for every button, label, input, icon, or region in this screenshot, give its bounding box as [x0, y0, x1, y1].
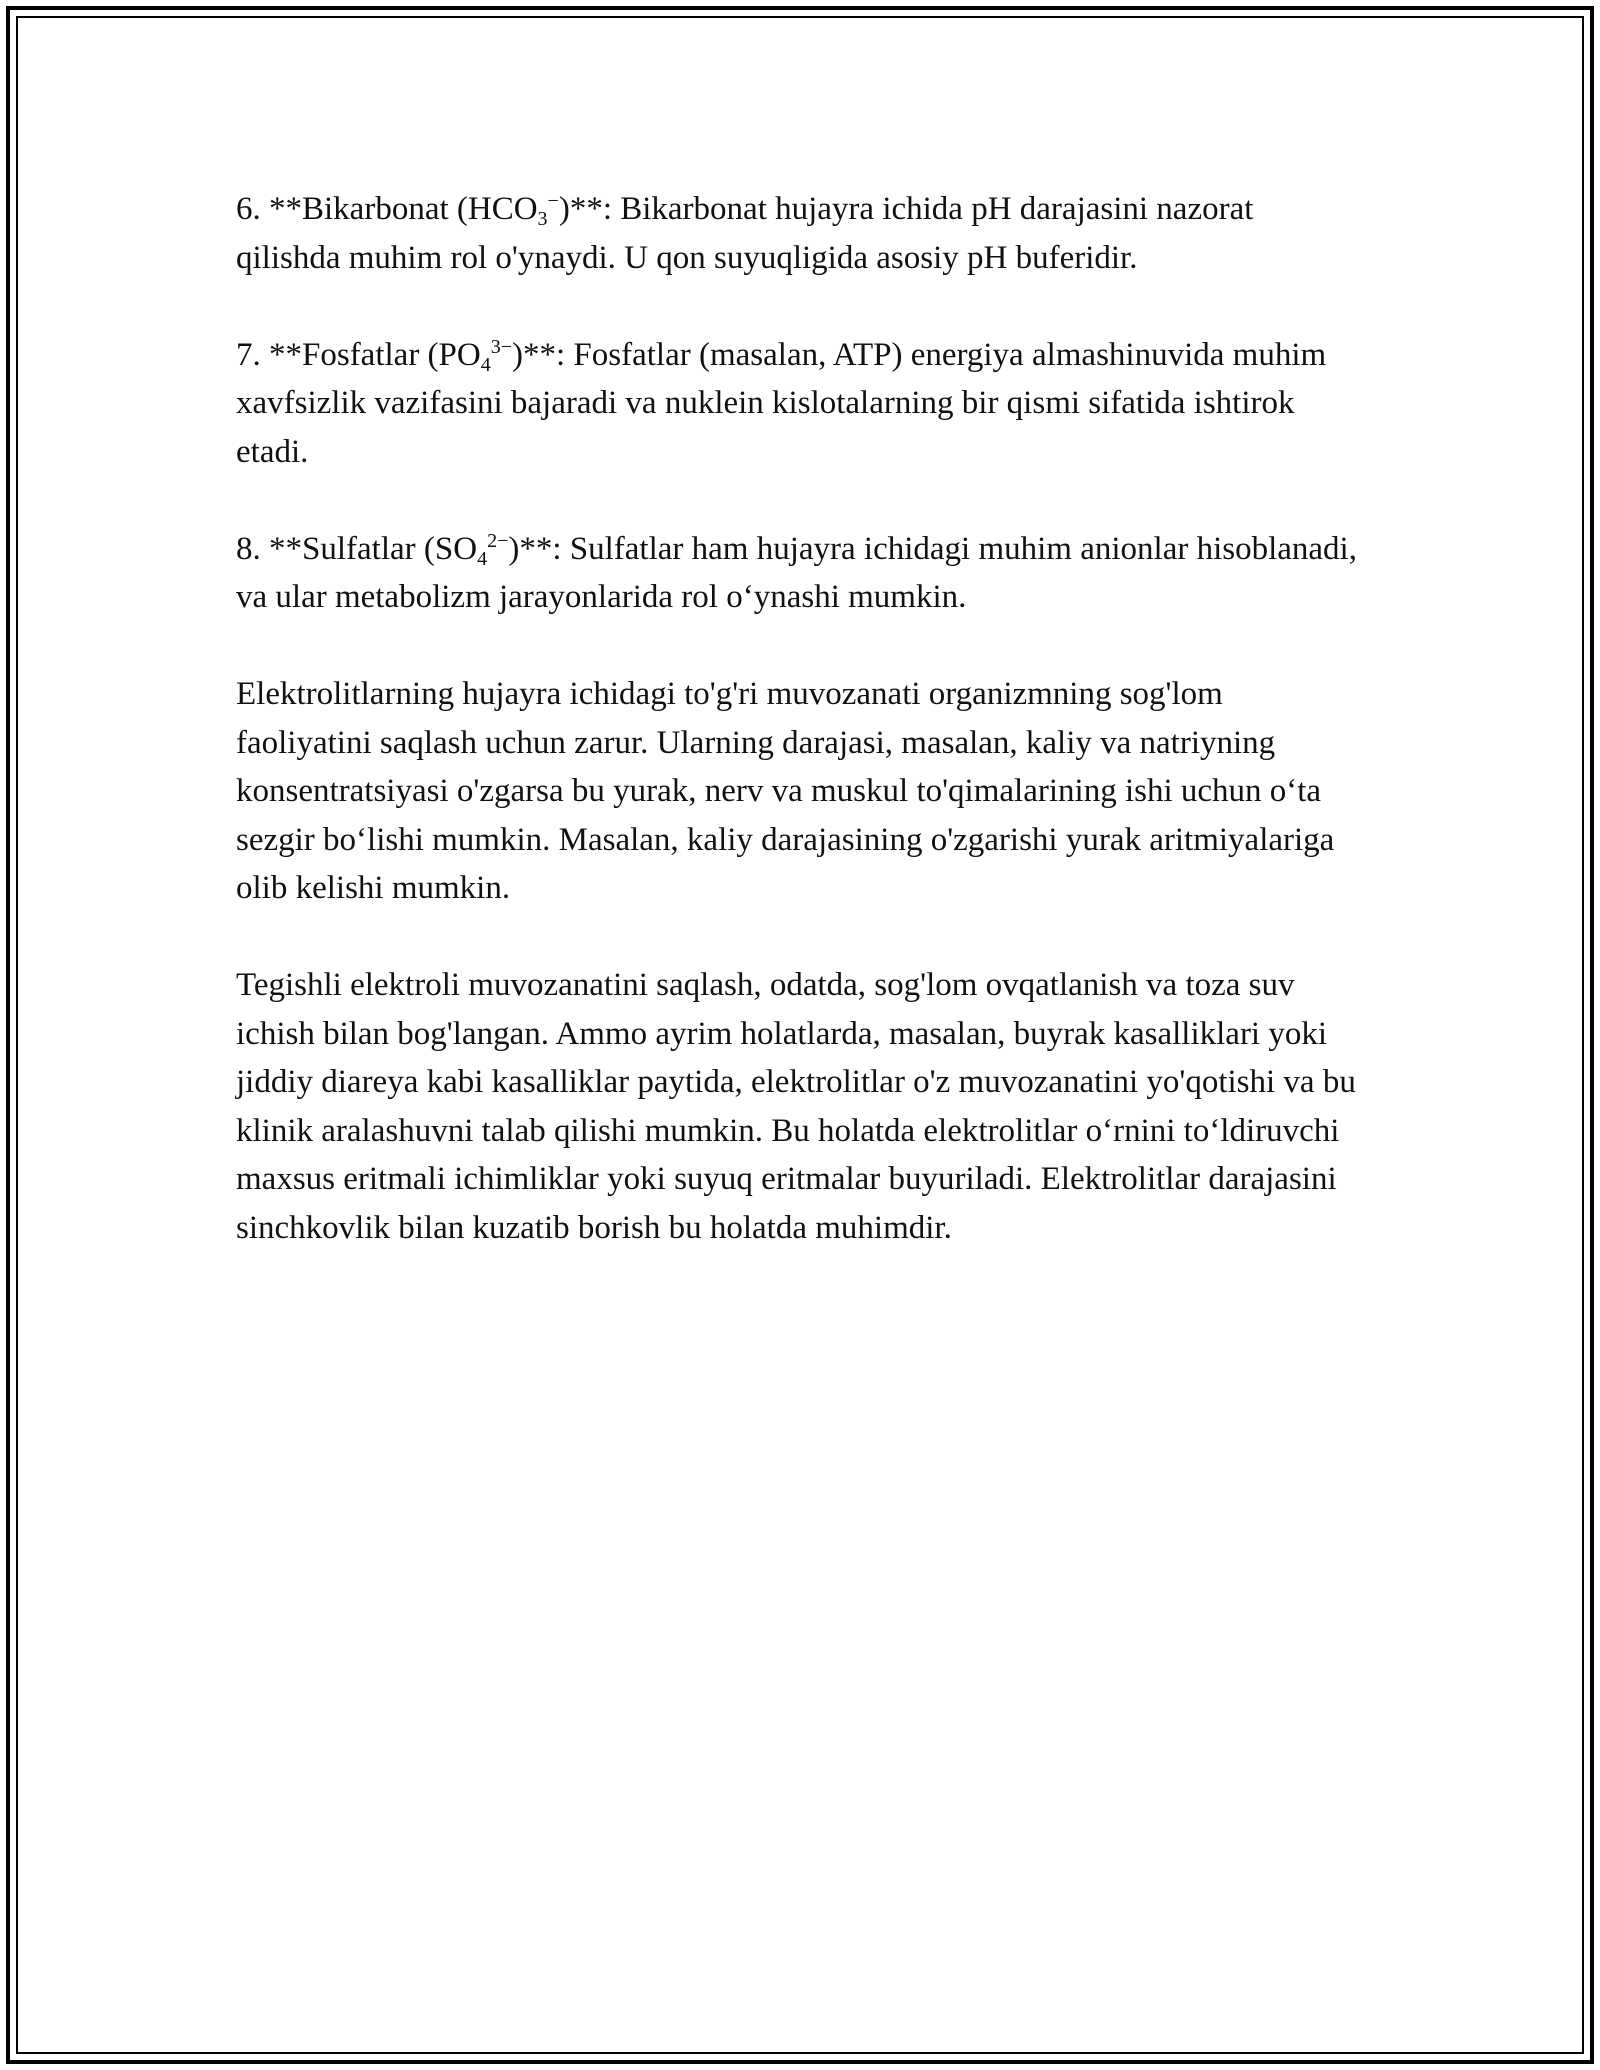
item-superscript: −: [547, 190, 559, 212]
item-superscript: 3−: [490, 335, 513, 358]
item-text: )**: Sulfatlar ham hujayra ichidagi muhim anionlar hisoblanadi, va ular metabolizm jarayonlarida rol o‘ynashi mumkin.: [236, 530, 1357, 615]
item-subscript: 3: [537, 208, 548, 230]
item-prefix: 7. **Fosfatlar (PO: [236, 336, 481, 373]
item-subscript: 4: [477, 547, 488, 570]
item-subscript: 4: [480, 353, 491, 376]
item-prefix: 6. **Bikarbonat (HCO: [236, 191, 538, 227]
paragraph-balance: Elektrolitlarning hujayra ichidagi to'g'ri muvozanati organizmning sog'lom faoliyatini saqlash uchun zarur. Ularning darajasi, masalan, kaliy va natriyning konsentratsiyasi o'zgarsa bu yurak, nerv va muskul to'qimalarining ishi uchun o‘ta sezgir bo‘lishi mumkin. Masalan, kaliy darajasining o'zgarishi yurak aritmiyalariga olib kelishi mumkin.: [236, 676, 1335, 906]
list-item-bicarbonate: [236, 185, 1366, 282]
item-superscript: 2−: [487, 529, 509, 552]
item-text: )**: Fosfatlar (masalan, ATP) energiya almashinuvida muhim xavfsizlik vazifasini bajaradi va nuklein kislotalarning bir qismi sifatida ishtirok etadi.: [236, 336, 1327, 470]
list-item-sulfates: [236, 525, 1366, 622]
item-prefix: 8. **Sulfatlar (SO: [236, 530, 478, 567]
paragraph-maintenance: Tegishli elektroli muvozanatini saqlash, odatda, sog'lom ovqatlanish va toza suv ichish bilan bog'langan. Ammo ayrim holatlarda, masalan, buyrak kasalliklari yoki jiddiy diareya kabi kasalliklar paytida, elektrolitlar o'z muvozanatini yo'qotishi va bu klinik aralashuvni talab qilishi mumkin. Bu holatda elektrolitlar o‘rnini to‘ldiruvchi maxsus eritmali ichimliklar yoki suyuq eritmalar buyuriladi. Elektrolitlar darajasini sinchkovlik bilan kuzatib borish bu holatda muhimdir.: [236, 967, 1356, 1246]
list-item-phosphates: [236, 331, 1366, 477]
document-body: [236, 185, 1366, 1301]
item-text: )**: Bikarbonat hujayra ichida pH darajasini nazorat qilishda muhim rol o'ynaydi. U qon suyuqligida asosiy pH buferidir.: [236, 191, 1254, 276]
